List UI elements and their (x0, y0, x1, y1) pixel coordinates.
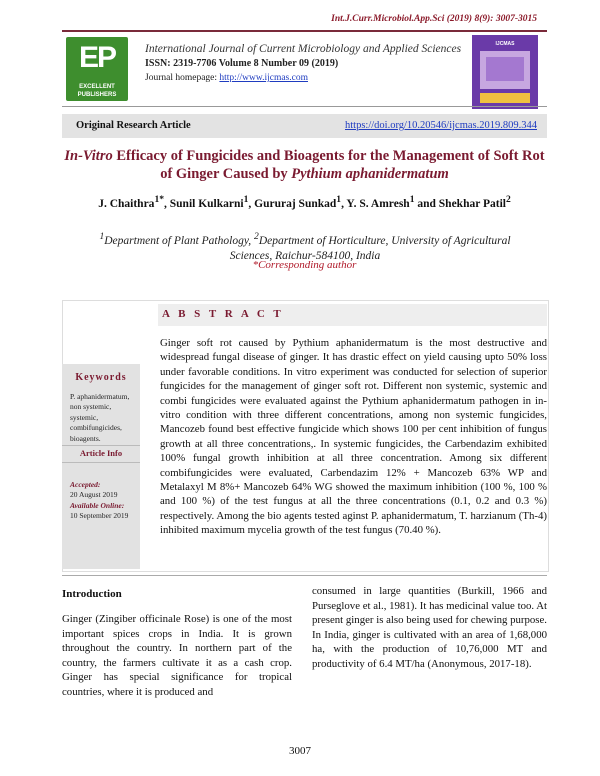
article-type: Original Research Article (76, 120, 191, 131)
logo-line2: PUBLISHERS (77, 92, 117, 98)
abstract-heading: A B S T R A C T (162, 308, 284, 320)
intro-column-2: consumed in large quantities (Burkill, 1966 and Purseglove et al., 1981). It has medicinal value too. At present ginger is also being used for chewing purpose. In India, ginger is cultivated with an area of 1,68,000 ha, with the production of 10,76,000 MT and productivity of 6.4 MT/ha (Anonymous, 2017-18). (312, 585, 547, 670)
homepage-link[interactable]: http://www.ijcmas.com (219, 73, 308, 83)
journal-reference: Int.J.Curr.Microbiol.App.Sci (2019) 8(9): 3007-3015 (331, 14, 537, 24)
header-rule-2 (62, 106, 547, 107)
title-italic-2: Pythium aphanidermatum (291, 166, 449, 182)
publisher-logo (66, 37, 128, 101)
article-dates (70, 480, 138, 522)
online-date: 10 September 2019 (70, 511, 129, 521)
author-list: J. Chaithra$^{1*}$, Sunil Kulkarni$^1$, Gururaj Sunkad$^1$, Y. S. Amresh$^1$ and Shekhar Patil$^2$ (98, 194, 511, 210)
title-main: Efficacy of Fungicides and Bioagents for the Management of Soft Rot of Ginger Caused by (112, 148, 545, 182)
cover-title: IJCMAS (495, 41, 515, 47)
homepage-label: Journal homepage: (145, 73, 220, 83)
article-info-heading: Article Info (79, 448, 123, 458)
introduction-heading: Introduction (62, 588, 122, 600)
title-italic-1: In-Vitro (64, 148, 113, 164)
intro-column-1: Ginger (Zingiber officinale Rose) is one of the most important spices crops in India. It is grown throughout the country. In northern part of the country, the farmers cultivate it as a cash crop. Ginger has special significance for tropical countries, where it is produced and (62, 613, 292, 698)
section-rule (62, 575, 547, 576)
online-label: Available Online: (70, 500, 125, 510)
journal-cover-image (472, 35, 538, 109)
article-title (62, 147, 547, 183)
keywords-heading: Keywords (75, 372, 127, 383)
page-number: 3007 (289, 745, 311, 757)
logo-line1: EXCELLENT (79, 84, 115, 90)
issn-line: ISSN: 2319-7706 Volume 8 Number 09 (2019) (145, 58, 339, 69)
accepted-label: Accepted: (70, 480, 101, 489)
journal-homepage (145, 73, 308, 83)
journal-name: International Journal of Current Microbiology and Applied Sciences (145, 43, 462, 55)
divider (62, 462, 140, 463)
divider (62, 445, 140, 446)
abstract-text: Ginger soft rot caused by Pythium aphanidermatum is the most destructive and widespread fungal disease of ginger. It has drastic effect on yield causing upto 50% loss under favorable conditions. In vitro experiment was conducted for selection of superior fungicides for the management of ginger soft rot. Different non systemic, systemic and combi fungicides were evaluated against the Pythium aphanidermatum pathogen in in-vitro condition with three different concentrations, among non systemic fungicides, Mancozeb found best effective fungicide which shows 100 per cent inhibition of fungus growth at all three concentrations,. In systemic fungicides, the Carbendazim exhibited 100% fungal growth inhibition at all three concentration. Among six different combifungicides were evaluated, Carbendazim 12% + Mancozeb 63% WP and Metalaxyl M 8%+ Mancozeb 64% WG showed the maximum inhibition (100 %, 100 % and 100 %) of the test fungus at all the three concentrations (0.1, 0.2 and 0.3 %) respectively. Among the bio agents tested aginst P. aphanidermatum, T. harzianum (Th-4) inhibited maximum mycelia growth of the test fungus (70.40 %). (160, 337, 547, 537)
corresponding-author: *Corresponding author (252, 259, 357, 271)
keywords-text: P. aphanidermatum, non systemic, systemic, combifungicides, bioagents. (70, 392, 130, 443)
accepted-date: 20 August 2019 (70, 490, 118, 500)
logo-letters: EP (78, 41, 116, 74)
doi-link[interactable]: https://doi.org/10.20546/ijcmas.2019.809.344 (344, 120, 537, 131)
header-rule (62, 30, 547, 32)
affiliation: $^1$Department of Plant Pathology, $^2$Department of Horticulture, University of Agricultural Sciences, Raichur-584100, India (99, 231, 511, 262)
